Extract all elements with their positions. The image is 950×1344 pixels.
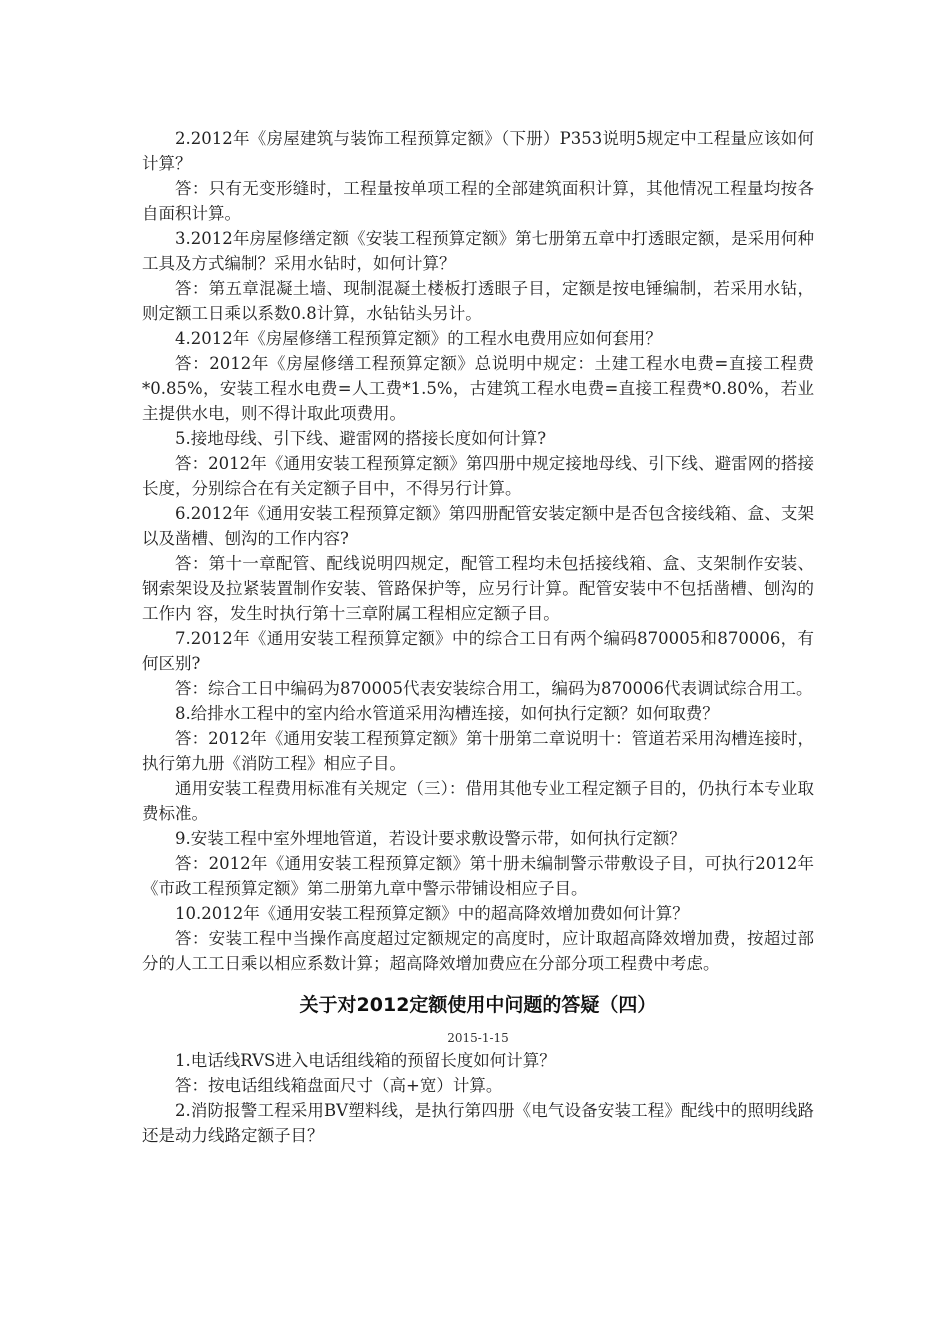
question-3: 3.2012年房屋修缮定额《安装工程预算定额》第七册第五章中打透眼定额，是采用何种工具及方式编制？采用水钻时，如何计算？ [142,229,814,273]
qa-section-3 [142,126,814,976]
answer-6: 答：第十一章配管、配线说明四规定，配管工程均未包括接线箱、盒、支架制作安装、钢索架设及拉紧装置制作安装、管路保护等，应另行计算。配管安装中不包括凿槽、刨沟的工作内 容，发生时执行第十三章附属工程相应定额子目。 [142,554,814,623]
publish-date: 2015-1-15 [447,1031,509,1045]
document-page [142,126,814,1148]
answer-9: 答：2012年《通用安装工程预算定额》第十册未编制警示带敷设子目，可执行2012年《市政工程预算定额》第二册第九章中警示带铺设相应子目。 [142,854,814,898]
answer-2: 答：只有无变形缝时，工程量按单项工程的全部建筑面积计算，其他情况工程量均按各自面积计算。 [142,179,814,223]
answer-3: 答：第五章混凝土墙、现制混凝土楼板打透眼子目，定额是按电锤编制，若采用水钻，则定额工日乘以系数0.8计算，水钻钻头另计。 [142,279,814,323]
answer-8-note: 通用安装工程费用标准有关规定（三）：借用其他专业工程定额子目的，仍执行本专业取费标准。 [142,779,814,823]
question-1: 1.电话线RVS进入电话组线箱的预留长度如何计算？ [175,1051,556,1070]
section-title: 关于对2012定额使用中问题的答疑（四） [299,994,657,1016]
answer-7: 答：综合工日中编码为870005代表安装综合用工，编码为870006代表调试综合用工。 [175,679,813,698]
answer-5: 答：2012年《通用安装工程预算定额》第四册中规定接地母线、引下线、避雷网的搭接长度，分别综合在有关定额子目中，不得另行计算。 [142,454,814,498]
answer-10: 答：安装工程中当操作高度超过定额规定的高度时，应计取超高降效增加费，按超过部分的人工工日乘以相应系数计算；超高降效增加费应在分部分项工程费中考虑。 [142,929,814,973]
question-4: 4.2012年《房屋修缮工程预算定额》的工程水电费用应如何套用？ [175,329,662,348]
qa-section-4 [142,1048,814,1148]
question-6: 6.2012年《通用安装工程预算定额》第四册配管安装定额中是否包含接线箱、盒、支架以及凿槽、刨沟的工作内容? [142,504,814,548]
question-7: 7.2012年《通用安装工程预算定额》中的综合工日有两个编码870005和870006，有何区别? [142,629,814,673]
question-2: 2.2012年《房屋建筑与装饰工程预算定额》（下册）P353说明5规定中工程量应该如何计算？ [142,129,814,173]
answer-1: 答：按电话组线箱盘面尺寸（高+宽）计算。 [175,1076,503,1095]
answer-4: 答：2012年《房屋修缮工程预算定额》总说明中规定：土建工程水电费=直接工程费*0.85%，安装工程水电费=人工费*1.5%，古建筑工程水电费=直接工程费*0.80%，若业主提供水电，则不得计取此项费用。 [142,354,814,423]
question-10: 10.2012年《通用安装工程预算定额》中的超高降效增加费如何计算？ [175,904,689,923]
question-2-section4: 2.消防报警工程采用BV塑料线，是执行第四册《电气设备安装工程》配线中的照明线路还是动力线路定额子目？ [142,1101,814,1145]
answer-8: 答：2012年《通用安装工程预算定额》第十册第二章说明十：管道若采用沟槽连接时，执行第九册《消防工程》相应子目。 [142,729,814,773]
question-9: 9.安装工程中室外埋地管道，若设计要求敷设警示带，如何执行定额？ [175,829,686,848]
question-8: 8.给排水工程中的室内给水管道采用沟槽连接，如何执行定额？如何取费？ [175,704,719,723]
question-5: 5.接地母线、引下线、避雷网的搭接长度如何计算? [175,429,547,448]
